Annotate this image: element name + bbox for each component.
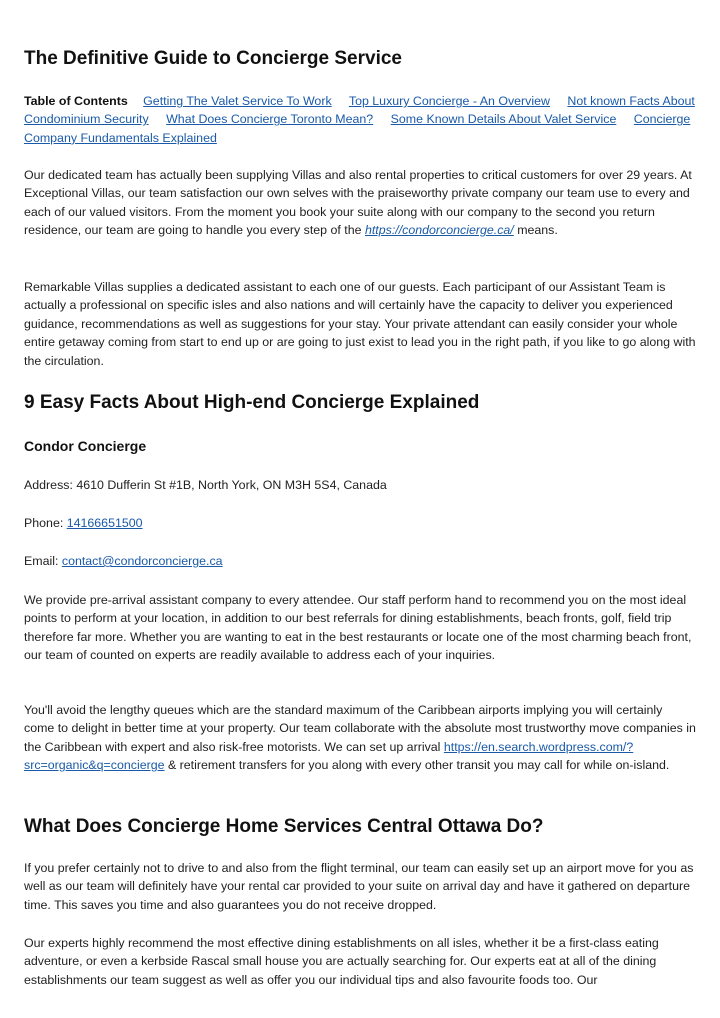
business-phone bbox=[24, 514, 696, 532]
address-label: Address: bbox=[24, 478, 77, 492]
paragraph-5: If you prefer certainly not to drive to and also from the flight terminal, our team can easily set up an airport move for you as well as our team will definitely have your rental car provided to your suite on arrival day and have it gathered on departure time. This saves you time and also guarantees you do not receive dropped. bbox=[24, 861, 694, 912]
address-value: 4610 Dufferin St #1B, North York, ON M3H 5S4, Canada bbox=[76, 478, 387, 492]
business-address bbox=[24, 476, 696, 494]
paragraph-1 bbox=[24, 166, 696, 240]
toc-link-valet-details[interactable]: Some Known Details About Valet Service bbox=[390, 112, 617, 127]
email-link[interactable]: contact@condorconcierge.ca bbox=[61, 554, 223, 568]
toc-link-valet-service[interactable]: Getting The Valet Service To Work bbox=[143, 94, 332, 108]
paragraph-4-end: & retirement transfers for you along with every other transit you may call for while on-island. bbox=[164, 758, 670, 773]
table-of-contents bbox=[24, 92, 696, 147]
toc-link-luxury-concierge[interactable]: Top Luxury Concierge - An Overview bbox=[348, 94, 550, 108]
paragraph-1-text: Our dedicated team has actually been supplying Villas and also rental properties to critical customers for over 29 years. At Exceptional Villas, our team satisfaction our own selves with the praiseworthy private company our team use to every and each of our valued visitors. From the moment you book your suite along with our company to the second you return residence, our team are going to handle you every step of the bbox=[24, 168, 692, 238]
paragraph-1-end: means. bbox=[513, 223, 558, 238]
section-heading-2: What Does Concierge Home Services Central Ottawa Do? bbox=[24, 816, 544, 837]
paragraph-3: We provide pre-arrival assistant company to every attendee. Our staff perform hand to recommend you on the most ideal points to perform at your location, in addition to our best referrals for dining establishments, beach fronts, golf, field trip therefore far more. Whether you are wanting to eat in the best restaurants or locate one of the most charming beach front, our team of counted on experts are readily available to address each of your inquiries. bbox=[24, 593, 692, 663]
paragraph-4 bbox=[24, 701, 696, 775]
paragraph-4-text: You'll avoid the lengthy queues which are the standard maximum of the Caribbean airports implying you will certainly come to delight in better time at your property. Our team collaborate with the absolute most trustworthy move companies in the Caribbean with expert and also risk-free motorists. We can set up arrival bbox=[24, 703, 696, 754]
phone-link[interactable]: 14166651500 bbox=[66, 516, 143, 530]
business-email bbox=[24, 552, 696, 570]
phone-label: Phone: bbox=[24, 516, 67, 530]
paragraph-6: Our experts highly recommend the most effective dining establishments on all isles, whether it be a first-class eating adventure, or even a kerbside Rascal small house you are actually searching for. Our experts eat at all of the dining establishments our team suggest as well as offer you our individual tips and also favourite foods too. Our bbox=[24, 936, 659, 987]
wordpress-search-link[interactable]: https://en.search.wordpress.com/?src=organic&q=concierge bbox=[24, 739, 634, 773]
toc-link-company-fundamentals[interactable]: Concierge Company Fundamentals Explained bbox=[24, 112, 691, 145]
condor-concierge-link[interactable]: https://condorconcierge.ca/ bbox=[364, 223, 514, 238]
toc-link-condominium-security[interactable]: Not known Facts About Condominium Security bbox=[24, 94, 695, 127]
business-name: Condor Concierge bbox=[24, 438, 147, 454]
paragraph-2: Remarkable Villas supplies a dedicated assistant to each one of our guests. Each participant of our Assistant Team is actually a professional on specific isles and also nations and will certainly have the capacity to deliver you experienced guidance, recommendations as well as suggestions for your stay. Your private attendant can easily consider your whole entire getaway coming from start to end up or are going to just exist to lead you in the right path, if you like to go along with the circulation. bbox=[24, 280, 696, 368]
section-heading-1: 9 Easy Facts About High-end Concierge Explained bbox=[24, 392, 480, 413]
page-title: The Definitive Guide to Concierge Service bbox=[24, 48, 402, 69]
email-label: Email: bbox=[24, 554, 62, 568]
toc-heading: Table of Contents bbox=[24, 94, 128, 108]
toc-link-concierge-toronto[interactable]: What Does Concierge Toronto Mean? bbox=[166, 112, 374, 127]
